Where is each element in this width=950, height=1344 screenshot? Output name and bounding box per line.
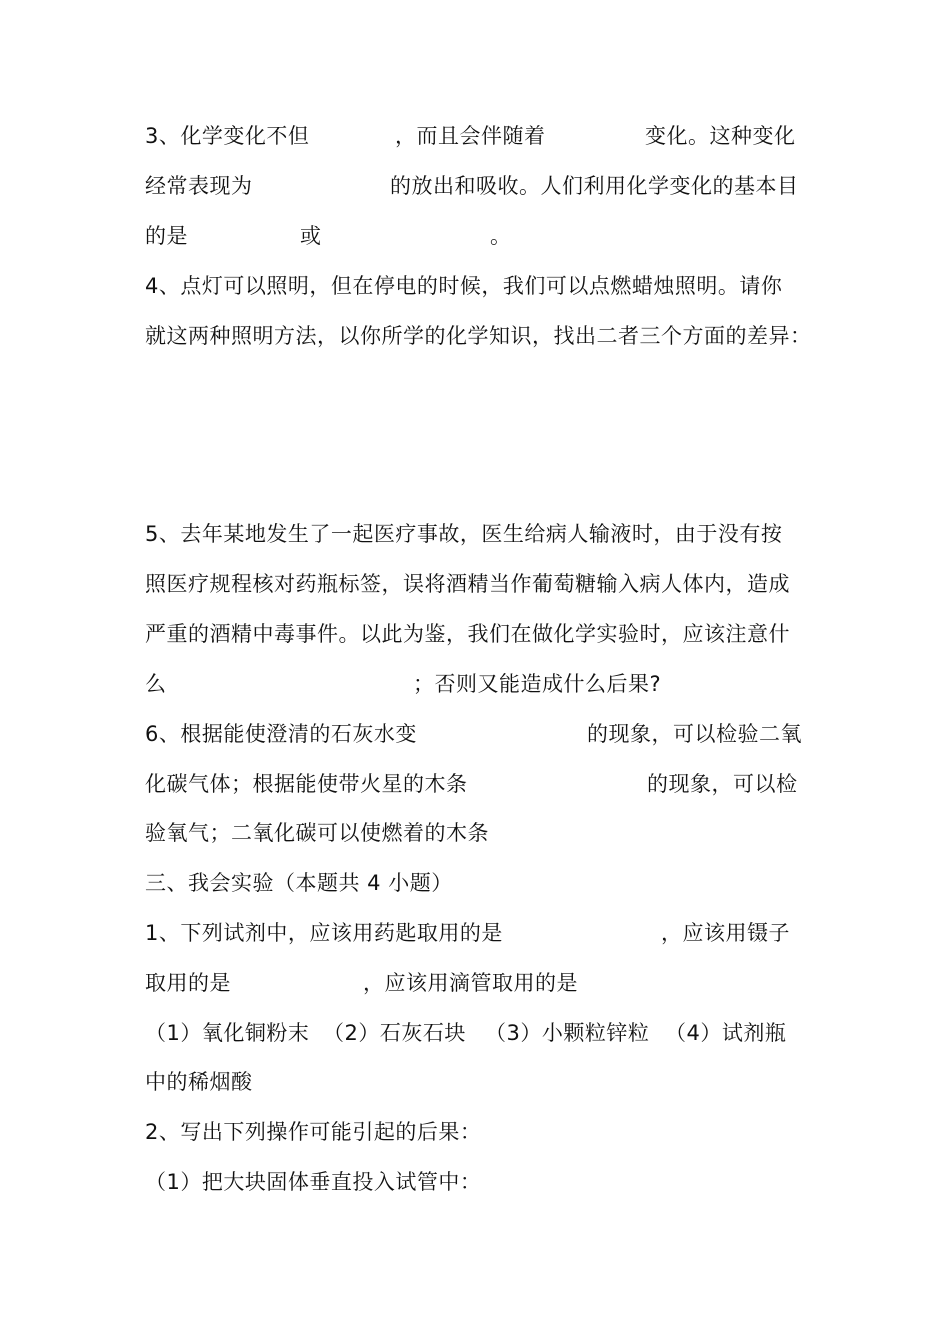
q5-line-3: 严重的酒精中毒事件。以此为鉴，我们在做化学实验时，应该注意什 <box>145 622 790 646</box>
e2-line-2: （1）把大块固体垂直投入试管中： <box>145 1170 482 1194</box>
q6-text-a: 6、根据能使澄清的石灰水变 <box>145 722 417 746</box>
q5-line-2: 照医疗规程核对药瓶标签，误将酒精当作葡萄糖输入病人体内，造成 <box>145 572 790 596</box>
e2-line-1: 2、写出下列操作可能引起的后果： <box>145 1120 482 1144</box>
q4-line-2: 就这两种照明方法，以你所学的化学知识，找出二者三个方面的差异： <box>145 324 812 348</box>
e1-option-2: （2）石灰石块 <box>323 1021 466 1045</box>
q4-line-1: 4、点灯可以照明，但在停电的时候，我们可以点燃蜡烛照明。请你 <box>145 274 783 298</box>
q3-text-e: 的放出和吸收。人们利用化学变化的基本目 <box>390 174 799 198</box>
q5-text-a: 么 <box>145 672 167 696</box>
q3-text-f: 的是 <box>145 224 188 248</box>
q5-text-b: ；否则又能造成什么后果? <box>413 672 662 696</box>
e1-text-b: ，应该用镊子 <box>661 921 790 945</box>
q5-line-1: 5、去年某地发生了一起医疗事故，医生给病人输液时，由于没有按 <box>145 522 783 546</box>
q6-line-3: 验氧气；二氧化碳可以使燃着的木条 <box>145 821 489 845</box>
q3-text-b: ，而且会伴随着 <box>395 124 546 148</box>
section-3-title: 三、我会实验（本题共 4 小题） <box>145 871 453 895</box>
e1-text-d: ，应该用滴管取用的是 <box>363 971 578 995</box>
q6-text-c: 化碳气体；根据能使带火星的木条 <box>145 772 468 796</box>
e1-text-c: 取用的是 <box>145 971 231 995</box>
q3-text-a: 3、化学变化不但 <box>145 124 310 148</box>
e1-option-3: （3）小颗粒锌粒 <box>485 1021 650 1045</box>
e1-option-1: （1）氧化铜粉末 <box>145 1021 310 1045</box>
q6-text-d: 的现象，可以检 <box>647 772 798 796</box>
e1-line-4: 中的稀烟酸 <box>145 1070 253 1094</box>
e1-text-a: 1、下列试剂中，应该用药匙取用的是 <box>145 921 503 945</box>
q3-text-c: 变化。这种变化 <box>645 124 796 148</box>
e1-option-4: （4）试剂瓶 <box>665 1021 787 1045</box>
q3-text-h: 。 <box>490 224 512 248</box>
q6-text-b: 的现象，可以检验二氧 <box>587 722 802 746</box>
q3-text-g: 或 <box>300 224 322 248</box>
q3-text-d: 经常表现为 <box>145 174 253 198</box>
